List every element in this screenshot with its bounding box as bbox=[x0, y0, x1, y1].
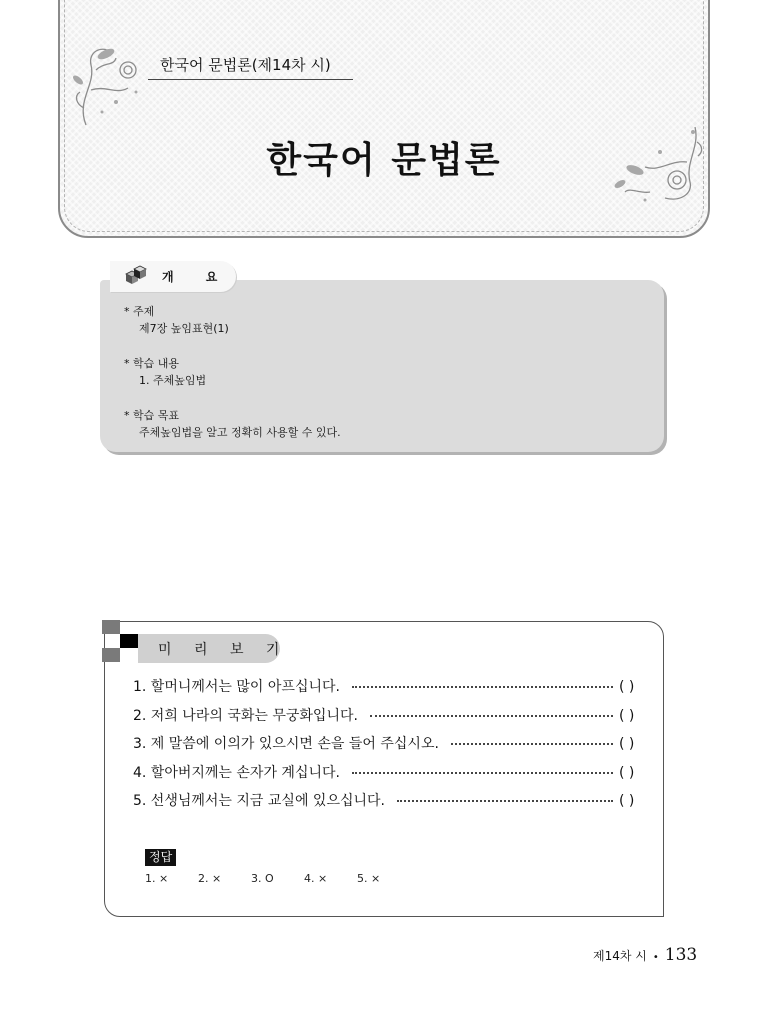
overview-section-body: 제7장 높임표현(1) bbox=[139, 322, 229, 335]
question-text: 1. 할머니께서는 많이 아프십니다. bbox=[133, 679, 340, 695]
dotted-leader bbox=[370, 715, 613, 717]
overview-section-body: 1. 주체높임법 bbox=[139, 374, 207, 387]
question-text: 4. 할아버지께는 손자가 계십니다. bbox=[133, 764, 340, 781]
answer-blank: ( ) bbox=[619, 707, 635, 724]
answer-item: 2. × bbox=[198, 872, 222, 885]
decorative-square bbox=[102, 648, 120, 662]
answer-blank: ( ) bbox=[619, 764, 635, 781]
header-card bbox=[58, 0, 710, 238]
preview-tab-label: 미 리 보 기 bbox=[158, 642, 289, 658]
overview-section-body: 주체높임법을 알고 정확히 사용할 수 있다. bbox=[139, 426, 341, 439]
footer-bullet: • bbox=[652, 952, 659, 963]
cubes-icon bbox=[122, 264, 150, 288]
answer-blank: ( ) bbox=[619, 793, 635, 809]
question-item bbox=[133, 790, 653, 819]
overview-section-heading: * 학습 내용 bbox=[124, 357, 179, 370]
overview-tab bbox=[110, 261, 236, 292]
question-item bbox=[133, 705, 653, 734]
decorative-square bbox=[102, 620, 120, 634]
overview-content bbox=[124, 303, 341, 459]
dotted-leader bbox=[352, 772, 613, 774]
answer-item: 1. × bbox=[145, 872, 169, 885]
answer-blank: ( ) bbox=[619, 679, 635, 695]
question-list bbox=[133, 676, 653, 819]
question-item bbox=[133, 762, 653, 791]
dotted-leader bbox=[451, 743, 613, 745]
question-text: 2. 저희 나라의 국화는 무궁화입니다. bbox=[133, 707, 358, 724]
answer-blank: ( ) bbox=[619, 736, 635, 752]
page-number: 133 bbox=[664, 945, 698, 965]
answer-badge: 정답 bbox=[145, 849, 176, 866]
answer-list bbox=[145, 872, 410, 885]
footer-session: 제14차 시 bbox=[593, 949, 647, 963]
overview-section bbox=[124, 407, 341, 441]
page-footer bbox=[593, 945, 697, 965]
overview-section bbox=[124, 355, 341, 389]
course-line: 한국어 문법론(제14차 시) bbox=[148, 54, 353, 80]
page-title: 한국어 문법론 bbox=[266, 140, 502, 181]
overview-section bbox=[124, 303, 341, 337]
decorative-square bbox=[120, 634, 138, 648]
dotted-leader bbox=[397, 800, 613, 802]
question-text: 3. 제 말씀에 이의가 있으시면 손을 들어 주십시오. bbox=[133, 736, 439, 752]
answer-item: 4. × bbox=[304, 872, 328, 885]
overview-section-heading: * 학습 목표 bbox=[124, 409, 179, 422]
question-item bbox=[133, 733, 653, 762]
overview-section-heading: * 주제 bbox=[124, 305, 155, 318]
question-item bbox=[133, 676, 653, 705]
overview-tab-label: 개 요 bbox=[162, 270, 232, 284]
question-text: 5. 선생님께서는 지금 교실에 있으십니다. bbox=[133, 793, 385, 809]
floral-ornament-icon bbox=[66, 40, 156, 130]
dotted-leader bbox=[352, 686, 613, 688]
preview-tab bbox=[138, 634, 289, 663]
answer-item: 5. × bbox=[357, 872, 381, 885]
answer-item: 3. O bbox=[251, 872, 274, 885]
